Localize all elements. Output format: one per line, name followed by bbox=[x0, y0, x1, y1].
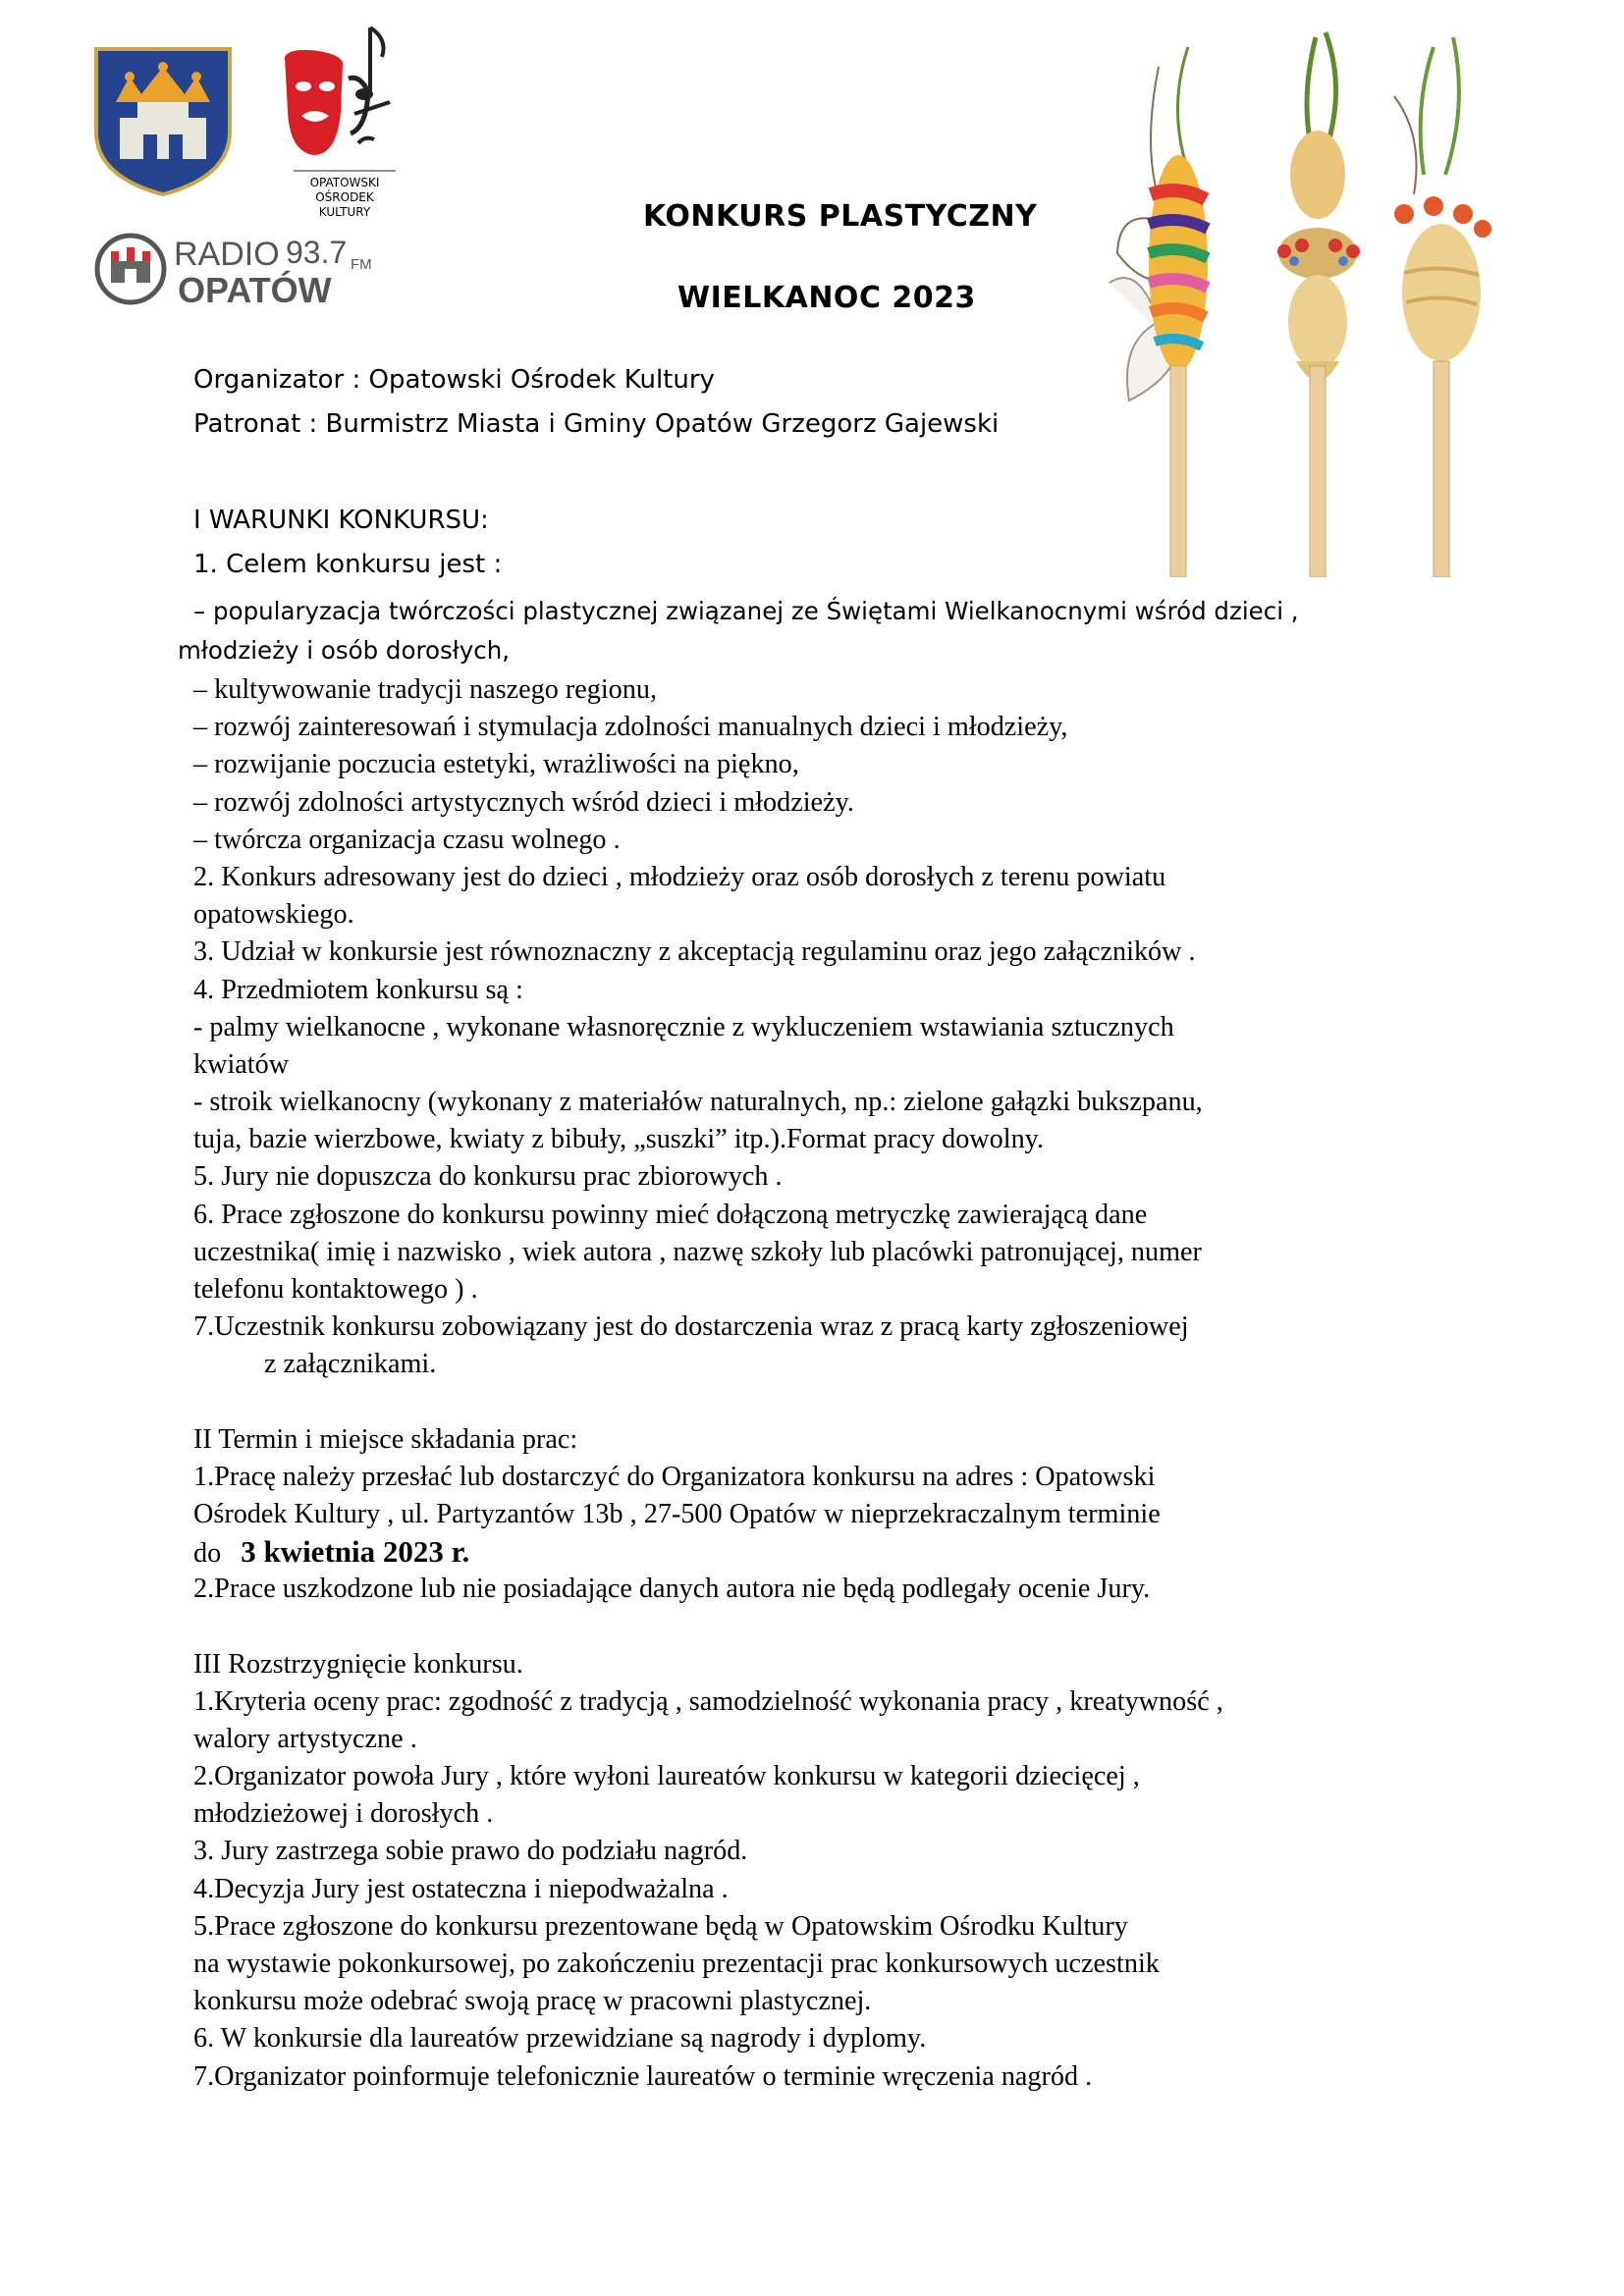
deadline-date: 3 kwietnia 2023 r. bbox=[241, 1534, 470, 1570]
rule-line: – rozwój zdolności artystycznych wśród dzieci i młodzieży. bbox=[193, 786, 854, 818]
rule-line: 2. Konkurs adresowany jest do dzieci , młodzieży oraz osób dorosłych z terenu powiatu bbox=[193, 861, 1166, 892]
radio-opatow-logo bbox=[93, 230, 403, 308]
rule-line: 5. Jury nie dopuszcza do konkursu prac zbiorowych . bbox=[193, 1161, 783, 1193]
rule-line: - stroik wielkanocny (wykonany z materiałów naturalnych, np.: zielone gałązki bukszpanu, bbox=[193, 1087, 1203, 1118]
judging-line: na wystawie pokonkursowej, po zakończeniu prezentacji prac konkursowych uczestnik bbox=[193, 1949, 1160, 1979]
regulations-body bbox=[193, 671, 1470, 2096]
organizer-line: Organizator : Opatowski Ośrodek Kultury bbox=[193, 365, 715, 395]
section2-heading: II Termin i miejsce składania prac: bbox=[193, 1423, 578, 1455]
deadline-line: 1.Pracę należy przesłać lub dostarczyć do Organizatora konkursu na adres : Opatowski bbox=[193, 1461, 1156, 1492]
rule-line: telefonu kontaktowego ) . bbox=[193, 1274, 478, 1305]
rule-line: z załącznikami. bbox=[264, 1349, 437, 1380]
judging-line: 7.Organizator poinformuje telefonicznie laureatów o terminie wręczenia nagród . bbox=[193, 2060, 1093, 2092]
opatow-crest-logo bbox=[90, 41, 236, 198]
rule-line: kwiatów bbox=[193, 1048, 290, 1080]
rule-line: – kultywowanie tradycji naszego regionu, bbox=[193, 674, 658, 705]
opatowski-osrodek-kultury-logo bbox=[280, 18, 407, 224]
page-subtitle: WIELKANOC 2023 bbox=[677, 281, 976, 315]
judging-line: 5.Prace zgłoszone do konkursu prezentowane będą w Opatowskim Ośrodku Kultury bbox=[193, 1910, 1128, 1942]
goal1-line1: – popularyzacja twórczości plastycznej związanej ze Świętami Wielkanocnymi wśród dzieci , bbox=[193, 597, 1299, 625]
judging-line: młodzieżowej i dorosłych . bbox=[193, 1798, 494, 1830]
rule-line: – rozwój zainteresowań i stymulacja zdolności manualnych dzieci i młodzieży, bbox=[193, 712, 1068, 743]
item1-label: 1. Celem konkursu jest : bbox=[193, 550, 503, 579]
rule-line: – rozwijanie poczucia estetyki, wrażliwości na piękno, bbox=[193, 749, 799, 780]
rule-line: 3. Udział w konkursie jest równoznaczny z akceptacją regulaminu oraz jego załączników . bbox=[193, 936, 1196, 968]
section1-heading: I WARUNKI KONKURSU: bbox=[193, 506, 489, 535]
ook-logo-text-2: OŚRODEK bbox=[315, 190, 374, 204]
judging-line: 4.Decyzja Jury jest ostateczna i niepodważalna . bbox=[193, 1873, 729, 1904]
patron-line: Patronat : Burmistrz Miasta i Gminy Opatów Grzegorz Gajewski bbox=[193, 409, 1000, 439]
judging-line: walory artystyczne . bbox=[193, 1723, 417, 1754]
rule-line: tuja, bazie wierzbowe, kwiaty z bibuły, „suszki” itp.).Format pracy dowolny. bbox=[193, 1124, 1044, 1155]
rule-line: 7.Uczestnik konkursu zobowiązany jest do dostarczenia wraz z pracą karty zgłoszeniowej bbox=[193, 1311, 1189, 1343]
easter-palms-illustration bbox=[1100, 27, 1512, 577]
ook-logo-text-1: OPATOWSKI bbox=[309, 176, 380, 189]
rule-line: - palmy wielkanocne , wykonane własnoręcznie z wykluczeniem wstawiania sztucznych bbox=[193, 1011, 1174, 1042]
deadline-line: Ośrodek Kultury , ul. Partyzantów 13b , 27-500 Opatów w nieprzekraczalnym terminie bbox=[193, 1498, 1161, 1529]
rule-line: – twórcza organizacja czasu wolnego . bbox=[193, 824, 621, 855]
radio-logo-word: RADIO bbox=[174, 236, 280, 273]
damaged-works-line: 2.Prace uszkodzone lub nie posiadające danych autora nie będą podlegały ocenie Jury. bbox=[193, 1574, 1151, 1605]
rule-line: 4. Przedmiotem konkursu są : bbox=[193, 974, 523, 1005]
rule-line: 6. Prace zgłoszone do konkursu powinny mieć dołączoną metryczkę zawierającą dane bbox=[193, 1199, 1148, 1230]
radio-logo-fm: FM bbox=[351, 256, 372, 273]
judging-line: 3. Jury zastrzega sobie prawo do podziału nagród. bbox=[193, 1836, 748, 1867]
judging-line: konkursu może odebrać swoją pracę w pracowni plastycznej. bbox=[193, 1986, 872, 2017]
judging-line: 1.Kryteria oceny prac: zgodność z tradycją , samodzielność wykonania pracy , kreatywność , bbox=[193, 1685, 1223, 1717]
judging-line: 6. W konkursie dla laureatów przewidziane są nagrody i dyplomy. bbox=[193, 2023, 927, 2055]
ook-logo-text-3: KULTURY bbox=[318, 205, 371, 219]
section3-heading: III Rozstrzygnięcie konkursu. bbox=[193, 1648, 523, 1680]
goal1-line2: młodzieży i osób dorosłych, bbox=[178, 636, 511, 665]
radio-logo-name: OPATÓW bbox=[178, 270, 332, 308]
page-title: KONKURS PLASTYCZNY bbox=[643, 199, 1038, 234]
deadline-prefix: do bbox=[193, 1538, 222, 1570]
rule-line: opatowskiego. bbox=[193, 899, 354, 931]
radio-logo-frequency: 93.7 bbox=[286, 235, 348, 270]
deadline-date-line bbox=[193, 1533, 1470, 1571]
judging-line: 2.Organizator powoła Jury , które wyłoni laureatów konkursu w kategorii dziecięcej , bbox=[193, 1761, 1140, 1792]
rule-line: uczestnika( imię i nazwisko , wiek autora , nazwę szkoły lub placówki patronującej, numer bbox=[193, 1236, 1202, 1267]
